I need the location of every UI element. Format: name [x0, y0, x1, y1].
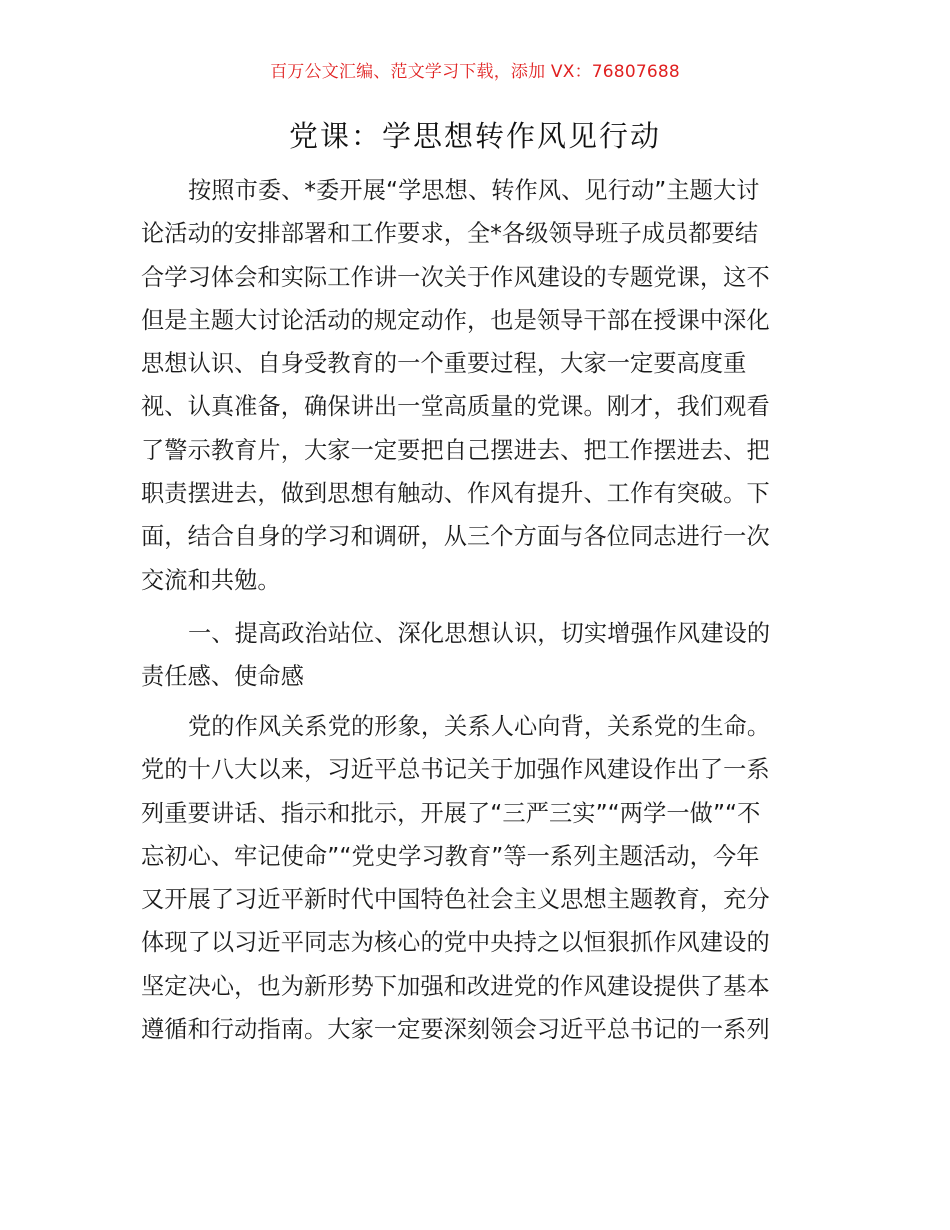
text-line: 职责摆进去，做到思想有触动、作风有提升、工作有突破。下: [141, 480, 770, 508]
document-title: 党课：学思想转作风见行动: [288, 119, 661, 153]
text-line: 忘初心、牢记使命”“党史学习教育”等一系列主题活动，今年: [141, 842, 760, 870]
paragraph-section-1: [141, 705, 811, 1051]
text-line: 视、认真准备，确保讲出一堂高质量的党课。刚才，我们观看: [141, 393, 770, 421]
heading-line: 责任感、使命感: [141, 663, 305, 691]
text-line: 交流和共勉。: [141, 566, 281, 594]
text-line: 遵循和行动指南。大家一定要深刻领会习近平总书记的一系列: [141, 1016, 770, 1044]
text-line: 但是主题大讨论活动的规定动作，也是领导干部在授课中深化: [141, 306, 770, 334]
text-line: 坚定决心，也为新形势下加强和改进党的作风建设提供了基本: [141, 972, 770, 1000]
heading-line: 一、提高政治站位、深化思想认识，切实增强作风建设的: [188, 620, 771, 647]
text-line: 列重要讲话、指示和批示，开展了“三严三实”“两学一做”“不: [141, 799, 761, 827]
text-line: 又开展了习近平新时代中国特色社会主义思想主题教育，充分: [141, 886, 770, 914]
paragraph-intro: [141, 169, 811, 602]
text-line: 思想认识、自身受教育的一个重要过程，大家一定要高度重: [141, 350, 747, 378]
text-line: 党的作风关系党的形象，关系人心向背，关系党的生命。: [188, 713, 771, 740]
text-line: 党的十八大以来，习近平总书记关于加强作风建设作出了一系: [141, 756, 770, 784]
section-heading-1: [141, 612, 811, 699]
text-line: 论活动的安排部署和工作要求，全*各级领导班子成员都要结: [141, 220, 759, 248]
text-line: 了警示教育片，大家一定要把自己摆进去、把工作摆进去、把: [141, 436, 770, 464]
text-line: 合学习体会和实际工作讲一次关于作风建设的专题党课，这不: [141, 263, 770, 291]
watermark-header: 百万公文汇编、范文学习下载，添加 VX：76807688: [270, 62, 680, 82]
text-line: 体现了以习近平同志为核心的党中央持之以恒狠抓作风建设的: [141, 929, 770, 957]
text-line: 按照市委、*委开展“学思想、转作风、见行动”主题大讨: [188, 177, 760, 204]
text-line: 面，结合自身的学习和调研，从三个方面与各位同志进行一次: [141, 523, 770, 551]
